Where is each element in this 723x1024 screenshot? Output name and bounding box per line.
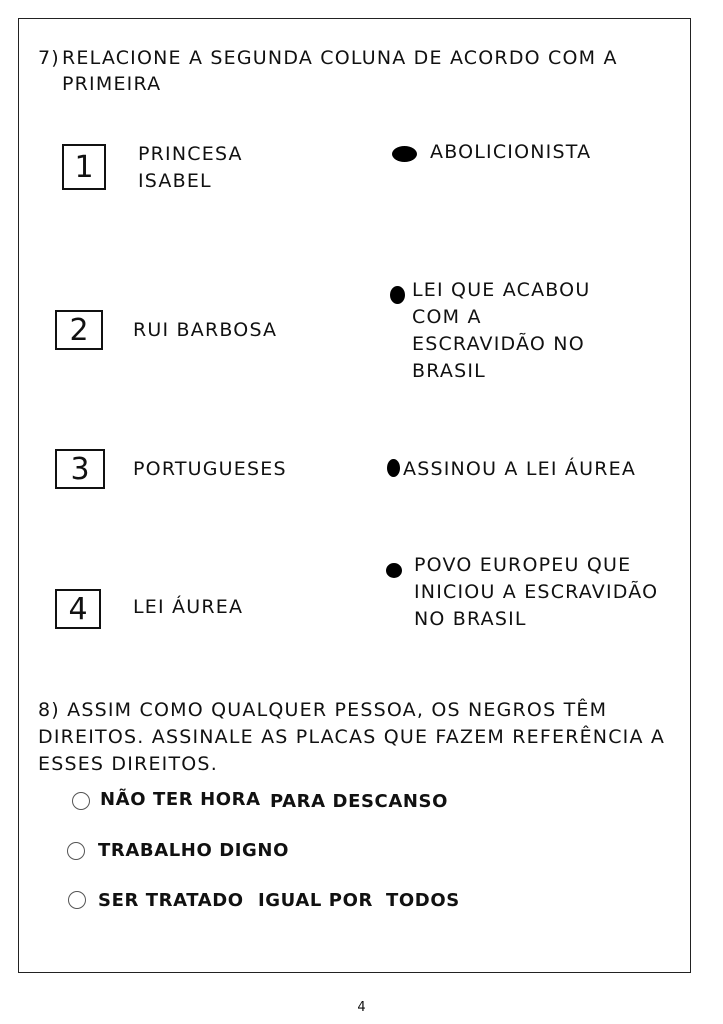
option-1-part2: PARA DESCANSO [270, 791, 449, 812]
page-number: 4 [357, 1000, 366, 1015]
right-item-1: ABOLICIONISTA [430, 141, 592, 163]
match-dot-2[interactable] [390, 286, 405, 304]
left-item-4: LEI ÁUREA [133, 596, 244, 618]
right-item-2-line2: COM A [412, 306, 482, 328]
question-7-text: RELACIONE A SEGUNDA COLUNA DE ACORDO COM A PRIMEIRA [62, 47, 618, 95]
right-item-2-line1: LEI QUE ACABOU [412, 279, 591, 301]
left-item-1-line2: ISABEL [138, 170, 212, 192]
number-box-4 [55, 589, 101, 629]
match-dot-1[interactable] [392, 146, 417, 162]
right-item-4-line3: NO BRASIL [414, 608, 527, 630]
right-item-4-line1: POVO EUROPEU QUE [414, 554, 632, 576]
left-item-3: PORTUGUESES [133, 458, 287, 480]
option-2-radio[interactable] [67, 842, 85, 860]
number-box-4-label: 4 [68, 591, 88, 627]
right-item-3: ASSINOU A LEI ÁUREA [403, 458, 637, 480]
option-3-part1: SER TRATADO [98, 890, 244, 911]
match-dot-4[interactable] [386, 563, 402, 578]
right-item-2-line3: ESCRAVIDÃO NO [412, 333, 585, 355]
left-item-1 [138, 141, 243, 195]
match-dot-3[interactable] [387, 459, 400, 477]
right-item-4 [414, 552, 658, 633]
question-8-text: 8) ASSIM COMO QUALQUER PESSOA, OS NEGROS TÊM DIREITOS. ASSINALE AS PLACAS QUE FAZEM REFERÊNCIA A ESSES DIREITOS. [38, 699, 666, 775]
right-item-2-line4: BRASIL [412, 360, 486, 382]
number-box-1 [62, 144, 106, 190]
option-1-part1: NÃO TER HORA [100, 789, 261, 810]
option-2-part1: TRABALHO DIGNO [98, 840, 290, 861]
option-3-radio[interactable] [68, 891, 86, 909]
question-7 [38, 45, 678, 105]
question-7-number: 7) [38, 47, 60, 69]
option-3-part2: IGUAL POR [258, 890, 373, 911]
left-item-2: RUI BARBOSA [133, 319, 278, 341]
option-1-radio[interactable] [72, 792, 90, 810]
option-3-part3: TODOS [386, 890, 460, 911]
number-box-2 [55, 310, 103, 350]
right-item-2 [412, 277, 590, 385]
number-box-3 [55, 449, 105, 489]
left-item-1-line1: PRINCESA [138, 143, 243, 165]
right-item-4-line2: INICIOU A ESCRAVIDÃO [414, 581, 659, 603]
number-box-1-label: 1 [74, 149, 94, 185]
number-box-3-label: 3 [70, 451, 90, 487]
number-box-2-label: 2 [69, 312, 89, 348]
